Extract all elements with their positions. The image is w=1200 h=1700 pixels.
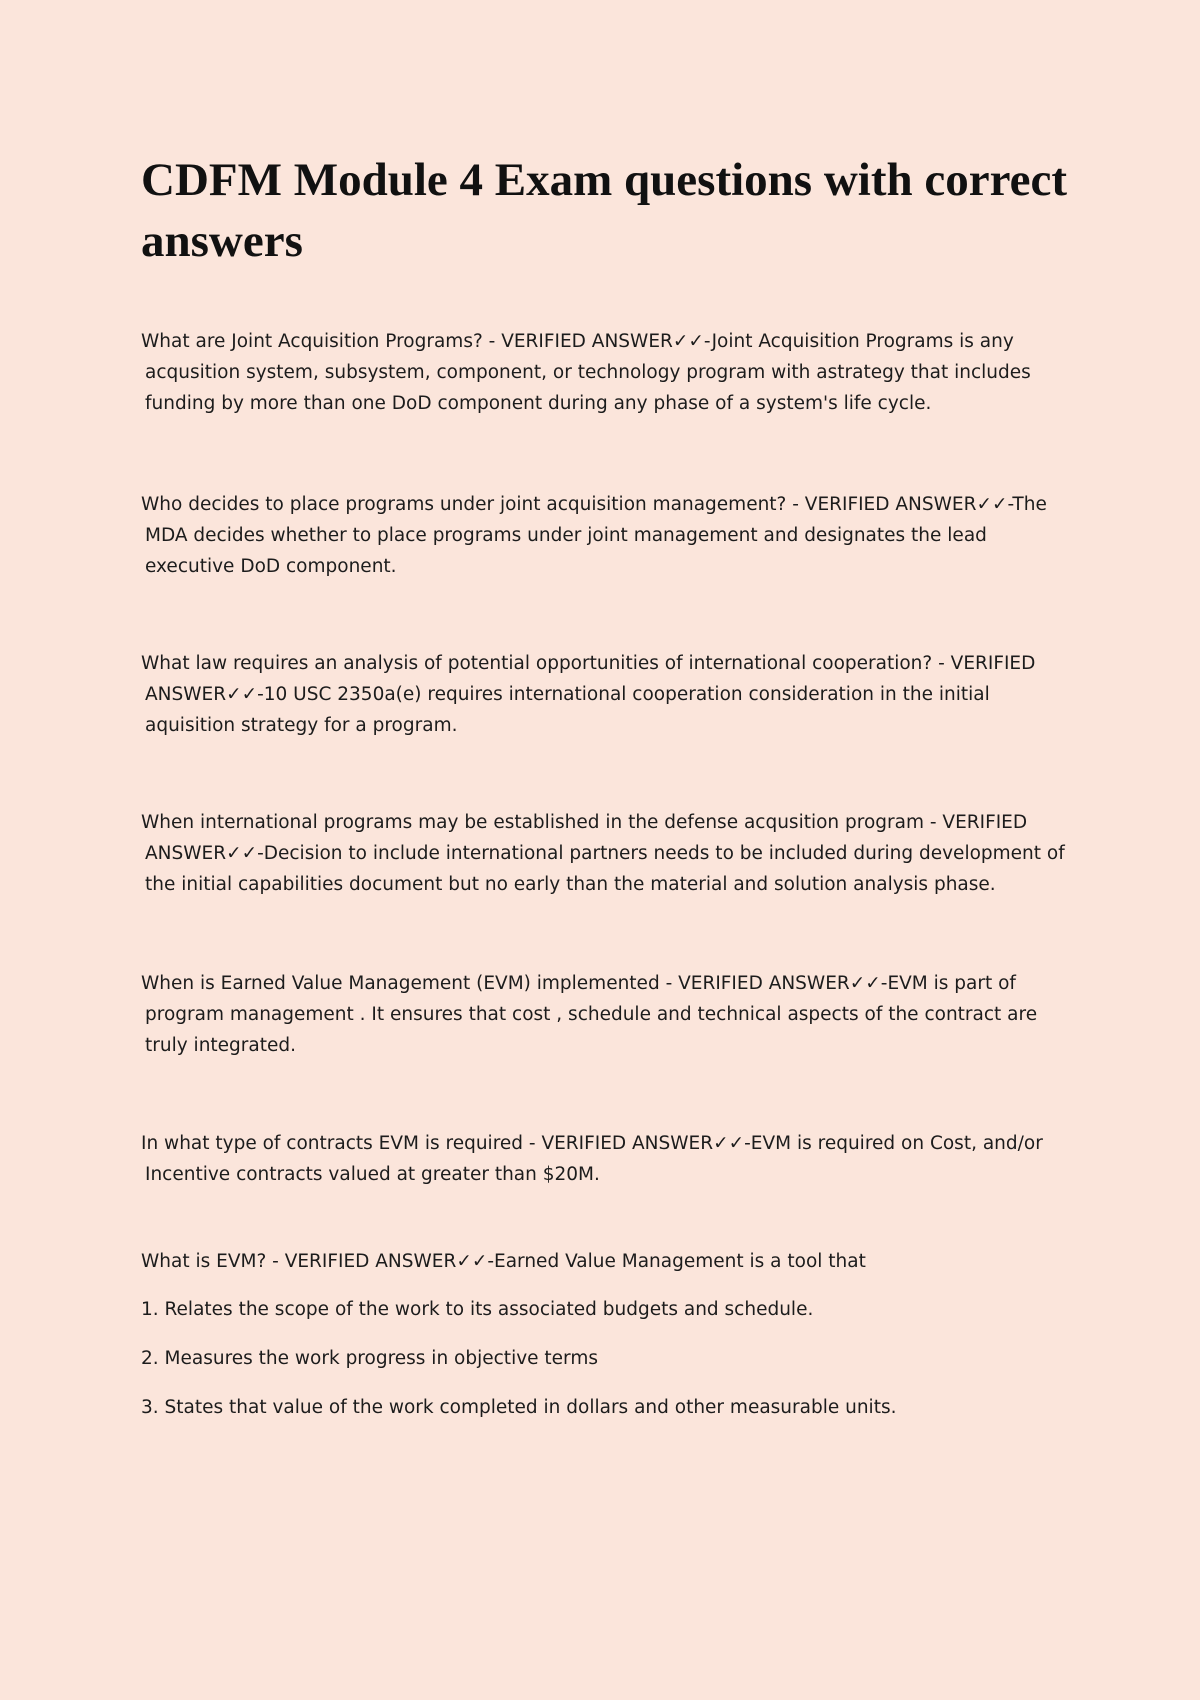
document-title: CDFM Module 4 Exam questions with correct answers (141, 154, 1067, 267)
qa-international-cooperation-law: What law requires an analysis of potential opportunities of international cooperation? - VERIFIED ANSWER✓✓-10 USC 2350a(e) requires international cooperation consideration in the initial aquisition strategy for a program. (141, 653, 1036, 736)
qa-evm-contract-types: In what type of contracts EVM is required - VERIFIED ANSWER✓✓-EVM is required on Cost, and/or Incentive contracts valued at greater than $20M. (141, 1133, 1043, 1185)
qa-what-is-evm: What is EVM? - VERIFIED ANSWER✓✓-Earned Value Management is a tool that (141, 1251, 866, 1272)
evm-list-item-1: 1. Relates the scope of the work to its associated budgets and schedule. (141, 1299, 814, 1320)
qa-joint-acquisition-management: Who decides to place programs under joint acquisition management? - VERIFIED ANSWER✓✓-The MDA decides whether to place programs under joint management and designates the lead executive DoD component. (141, 494, 1047, 577)
qa-evm-implemented: When is Earned Value Management (EVM) implemented - VERIFIED ANSWER✓✓-EVM is part of program management . It ensures that cost , schedule and technical aspects of the contract are truly integrated. (141, 973, 1038, 1056)
qa-joint-acquisition-programs: What are Joint Acquisition Programs? - VERIFIED ANSWER✓✓-Joint Acquisition Programs is any acqusition system, subsystem, component, or technology program with astrategy that includes funding by more than one DoD component during any phase of a system's life cycle. (141, 331, 1031, 414)
qa-international-programs: When international programs may be established in the defense acqusition program - VERIFIED ANSWER✓✓-Decision to include international partners needs to be included during development of the initial capabilities document but no early than the material and solution analysis phase. (141, 812, 1065, 895)
evm-list-item-3: 3. States that value of the work completed in dollars and other measurable units. (141, 1397, 897, 1418)
evm-list-item-2: 2. Measures the work progress in objective terms (141, 1348, 598, 1369)
document-page (141, 150, 1081, 1423)
